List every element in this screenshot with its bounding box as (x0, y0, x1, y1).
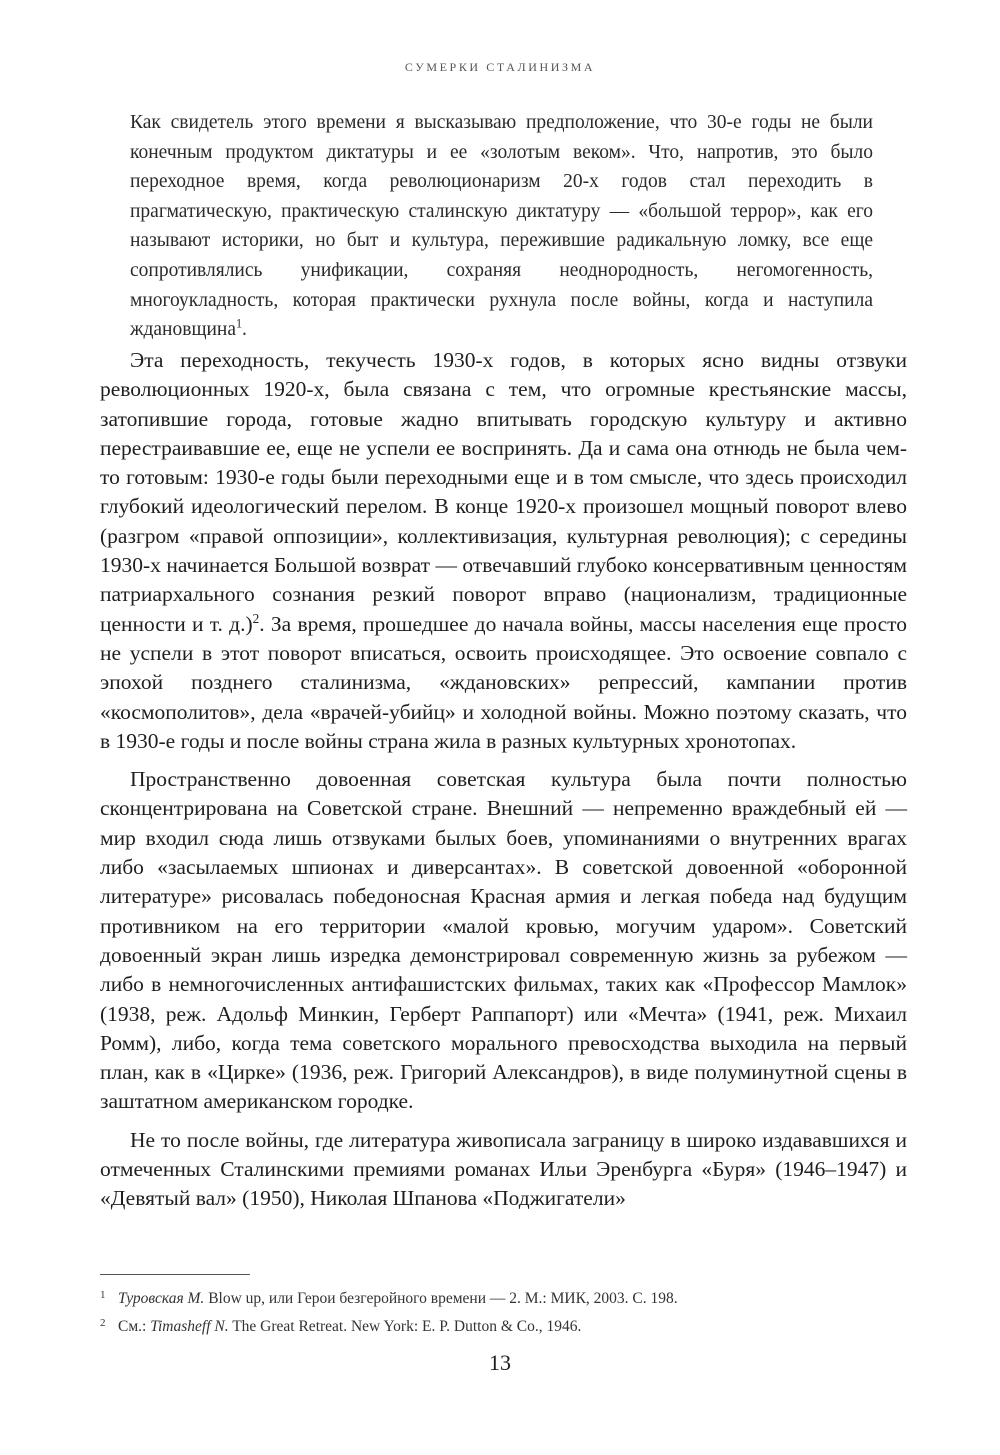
paragraph-text: . За время, прошедшее до начала войны, массы населения еще просто не успели в этот поворот вписаться, освоить происходящее. Это освоение совпало с эпохой позднего сталинизма, «ждановских» репрессий, кампании против «космополитов», дела «врачей-убийц» и холодной войны. Можно поэтому сказать, что в 1930-е годы и после войны страна жила в разных культурных хронотопах. (100, 611, 907, 753)
footnote-author: Туровская М. (118, 1290, 205, 1307)
paragraph-text: Эта переходность, текучесть 1930-х годов, в которых ясно видны отзвуки революционных 1920-х, была связана с тем, что огромные крестьянские массы, затопившие города, готовые жадно впитывать городскую культуру и активно перестраивавшие ее, еще не успели ее воспринять. Да и сама она отнюдь не была чем-то готовым: 1930-е годы были переходными еще и в том смысле, что здесь происходил глубокий идеологический перелом. В конце 1920-х произошел мощный поворот влево (разгром «правой оппозиции», коллективизация, культурная революция); с середины 1930-х начинается Большой возврат — отвечавший глубоко консервативным ценностям патриархального сознания резкий поворот вправо (национализм, традиционные ценности и т. д.) (100, 348, 907, 636)
paragraph: Не то после войны, где литература живописала заграницу в широко издававшихся и отмеченных Сталинскими премиями романах Ильи Эренбурга «Буря» (1946–1947) и «Девятый вал» (1950), Николая Шпанова «Поджигатели» (100, 1127, 907, 1211)
running-head: СУМЕРКИ СТАЛИНИЗМА (404, 60, 596, 74)
footnote (100, 1283, 907, 1311)
footnote-ref[interactable]: 1 (235, 316, 243, 331)
footnote (100, 1311, 907, 1339)
footnote-divider (100, 1274, 250, 1275)
paragraph (100, 346, 907, 756)
footnote-ref[interactable]: 2 (252, 610, 260, 626)
footnote-mark: 1 (100, 1289, 106, 1301)
footnote-text: Blow up, или Герои безгеройного времени — 2. М.: МИК, 2003. С. 198. (204, 1290, 678, 1307)
footnote-text: The Great Retreat. New York: E. P. Dutton & Co., 1946. (228, 1318, 582, 1335)
footnote-author: Timasheff N. (150, 1318, 229, 1335)
page-number: 13 (489, 1350, 511, 1375)
paragraph: Пространственно довоенная советская культура была почти полностью сконцентрирована на Советской стране. Внешний — непременно враждебный ей — мир входил сюда лишь отзвуками былых боев, упоминаниями о внутренних врагах либо «засылаемых шпионах и диверсантах». В советской довоенной «оборонной литературе» рисовалась победоносная Красная армия и легкая победа над будущим противником на его территории «малой кровью, могучим ударом». Советский довоенный экран лишь изредка демонстрировал современную жизнь за рубежом — либо в немногочисленных антифашистских фильмах, таких как «Профессор Мамлок» (1938, реж. Адольф Минкин, Герберт Раппапорт) или «Мечта» (1941, реж. Михаил Ромм), либо, когда тема советского морального превосходства выходила на первый план, как в «Цирке» (1936, реж. Григорий Александров), в виде полуминутной сцены в заштатном американском городке. (100, 767, 907, 1114)
quote-text: Как свидетель этого времени я высказываю предположение, что 30-е годы не были конечным продуктом диктатуры и ее «золотым веком». Что, напротив, это было переходное время, когда революционаризм 20-х годов стал переходить в прагматическую, практическую сталинскую диктатуру — «большой террор», как его называют историки, но быт и культура, пережившие радикальную ломку, все еще сопротивлялись унификации, сохраняя неоднородность, негомогенность, многоукладность, которая практически рухнула после войны, когда и наступила ждановщина (130, 112, 873, 341)
main-text (100, 346, 907, 1214)
footnote-mark: 2 (100, 1317, 106, 1329)
footnote-prefix: См.: (118, 1318, 151, 1335)
footnotes (100, 1283, 907, 1339)
epigraph-quote: Как свидетель этого времени я высказываю предположение, что 30-е годы не были конечным продуктом диктатуры и ее «золотым веком». Что, напротив, это было переходное время, когда революционаризм 20-х годов стал переходить в прагматическую, практическую сталинскую диктатуру — «большой террор», как его называют историки, но быт и культура, пережившие радикальную ломку, все еще сопротивлялись унификации, сохраняя неоднородность, негомогенность, многоукладность, которая практически рухнула после войны, когда и наступила ждановщина$^1$. (130, 112, 873, 341)
